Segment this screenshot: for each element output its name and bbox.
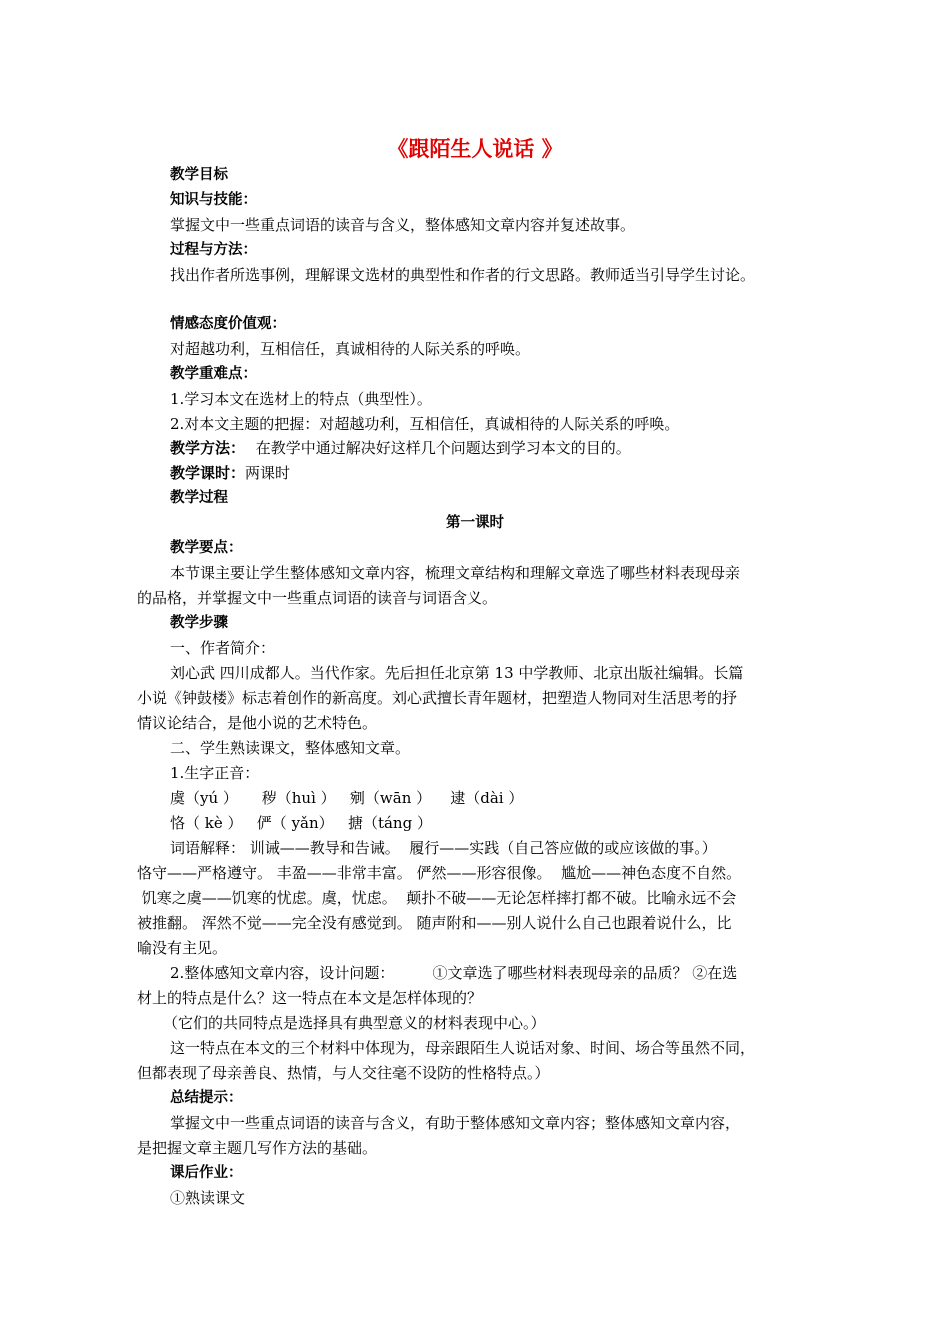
author-line-2: 小说《钟鼓楼》标志着创作的新高度。刘心武擅长青年题材，把塑造人物同对生活思考的抒 bbox=[137, 689, 738, 707]
objectives-heading: 教学目标 bbox=[170, 167, 228, 183]
pronunciation-row-1: 虞（yú ） 秽（huì ） 剜（wān ） 逮（dài ） bbox=[170, 789, 524, 807]
question-line-2: 材上的特点是什么？这一特点在本文是怎样体现的？ bbox=[137, 989, 483, 1007]
process-text: 找出作者所选事例，理解课文选材的典型性和作者的行文思路。教师适当引导学生讨论。 bbox=[170, 266, 756, 284]
method-line bbox=[170, 438, 631, 458]
answer-line-3: 但都表现了母亲善良、热情，与人交往毫不设防的性格特点。） bbox=[137, 1064, 550, 1082]
homework-heading: 课后作业： bbox=[170, 1165, 243, 1181]
process-heading: 过程与方法： bbox=[170, 242, 257, 258]
vocab-line-3: 饥寒之虞——饥寒的忧虑。虞，忧虑。 颠扑不破——无论怎样摔打都不破。比喻永远不会 bbox=[137, 889, 737, 907]
summary-line-2: 是把握文章主题几写作方法的基础。 bbox=[137, 1139, 378, 1157]
vocab-line-5: 喻没有主见。 bbox=[137, 939, 228, 957]
method-text: 在教学中通过解决好这样几个问题达到学习本文的目的。 bbox=[255, 439, 631, 457]
summary-line-1: 掌握文中一些重点词语的读音与含义，有助于整体感知文章内容；整体感知文章内容， bbox=[170, 1114, 741, 1132]
pronunciation-row-2: 恪（ kè ） 俨（ yǎn） 搪（táng ） bbox=[170, 814, 432, 832]
answer-line-2: 这一特点在本文的三个材料中体现为，母亲跟陌生人说话对象、时间、场合等虽然不同， bbox=[170, 1039, 756, 1057]
answer-line-1: （它们的共同特点是选择具有典型意义的材料表现中心。） bbox=[163, 1014, 546, 1032]
summary-heading: 总结提示： bbox=[170, 1090, 243, 1106]
emotion-text: 对超越功利，互相信任，真诚相待的人际关系的呼唤。 bbox=[170, 340, 531, 358]
procedure-heading: 教学过程 bbox=[170, 490, 228, 506]
author-line-1: 刘心武 四川成都人。当代作家。先后担任北京第 13 中学教师、北京出版社编辑。长篇 bbox=[170, 664, 744, 682]
knowledge-heading: 知识与技能： bbox=[170, 192, 257, 208]
key-point-1: 1.学习本文在选材上的特点（典型性）。 bbox=[170, 390, 432, 408]
method-label: 教学方法： bbox=[170, 439, 246, 457]
step-2-heading: 二、学生熟读课文，整体感知文章。 bbox=[170, 739, 411, 757]
hours-line bbox=[170, 463, 290, 483]
homework-item-1: ①熟读课文 bbox=[170, 1189, 246, 1207]
essentials-heading: 教学要点： bbox=[170, 540, 243, 556]
key-points-heading: 教学重难点： bbox=[170, 366, 257, 382]
essentials-line-1: 本节课主要让学生整体感知文章内容，梳理文章结构和理解文章选了哪些材料表现母亲 bbox=[170, 564, 741, 582]
step-1-heading: 一、作者简介： bbox=[170, 639, 276, 657]
hours-text: 两课时 bbox=[245, 464, 291, 482]
vocab-line-2: 恪守——严格遵守。 丰盈——非常丰富。 俨然——形容很像。 尴尬——神色态度不自然。 bbox=[137, 864, 742, 882]
steps-heading: 教学步骤 bbox=[170, 615, 228, 631]
question-line-1: 2.整体感知文章内容，设计问题： ①文章选了哪些材料表现母亲的品质？ ②在选 bbox=[170, 964, 738, 982]
author-line-3: 情议论结合，是他小说的艺术特色。 bbox=[137, 714, 378, 732]
lesson-heading: 第一课时 bbox=[446, 515, 504, 531]
hours-label: 教学课时： bbox=[170, 464, 246, 482]
vocab-line-1: 词语解释： 训诫——教导和告诫。 履行——实践（自己答应做的或应该做的事。） bbox=[170, 839, 717, 857]
document-title: 《跟陌生人说话 》 bbox=[387, 137, 563, 161]
knowledge-text: 掌握文中一些重点词语的读音与含义，整体感知文章内容并复述故事。 bbox=[170, 216, 636, 234]
key-point-2: 2.对本文主题的把握：对超越功利，互相信任，真诚相待的人际关系的呼唤。 bbox=[170, 415, 680, 433]
emotion-heading: 情感态度价值观： bbox=[170, 316, 286, 332]
vocab-line-4: 被推翻。 浑然不觉——完全没有感觉到。 随声附和——别人说什么自己也跟着说什么，比 bbox=[137, 914, 732, 932]
essentials-line-2: 的品格，并掌握文中一些重点词语的读音与词语含义。 bbox=[137, 589, 498, 607]
pronunciation-heading: 1.生字正音： bbox=[170, 764, 260, 782]
